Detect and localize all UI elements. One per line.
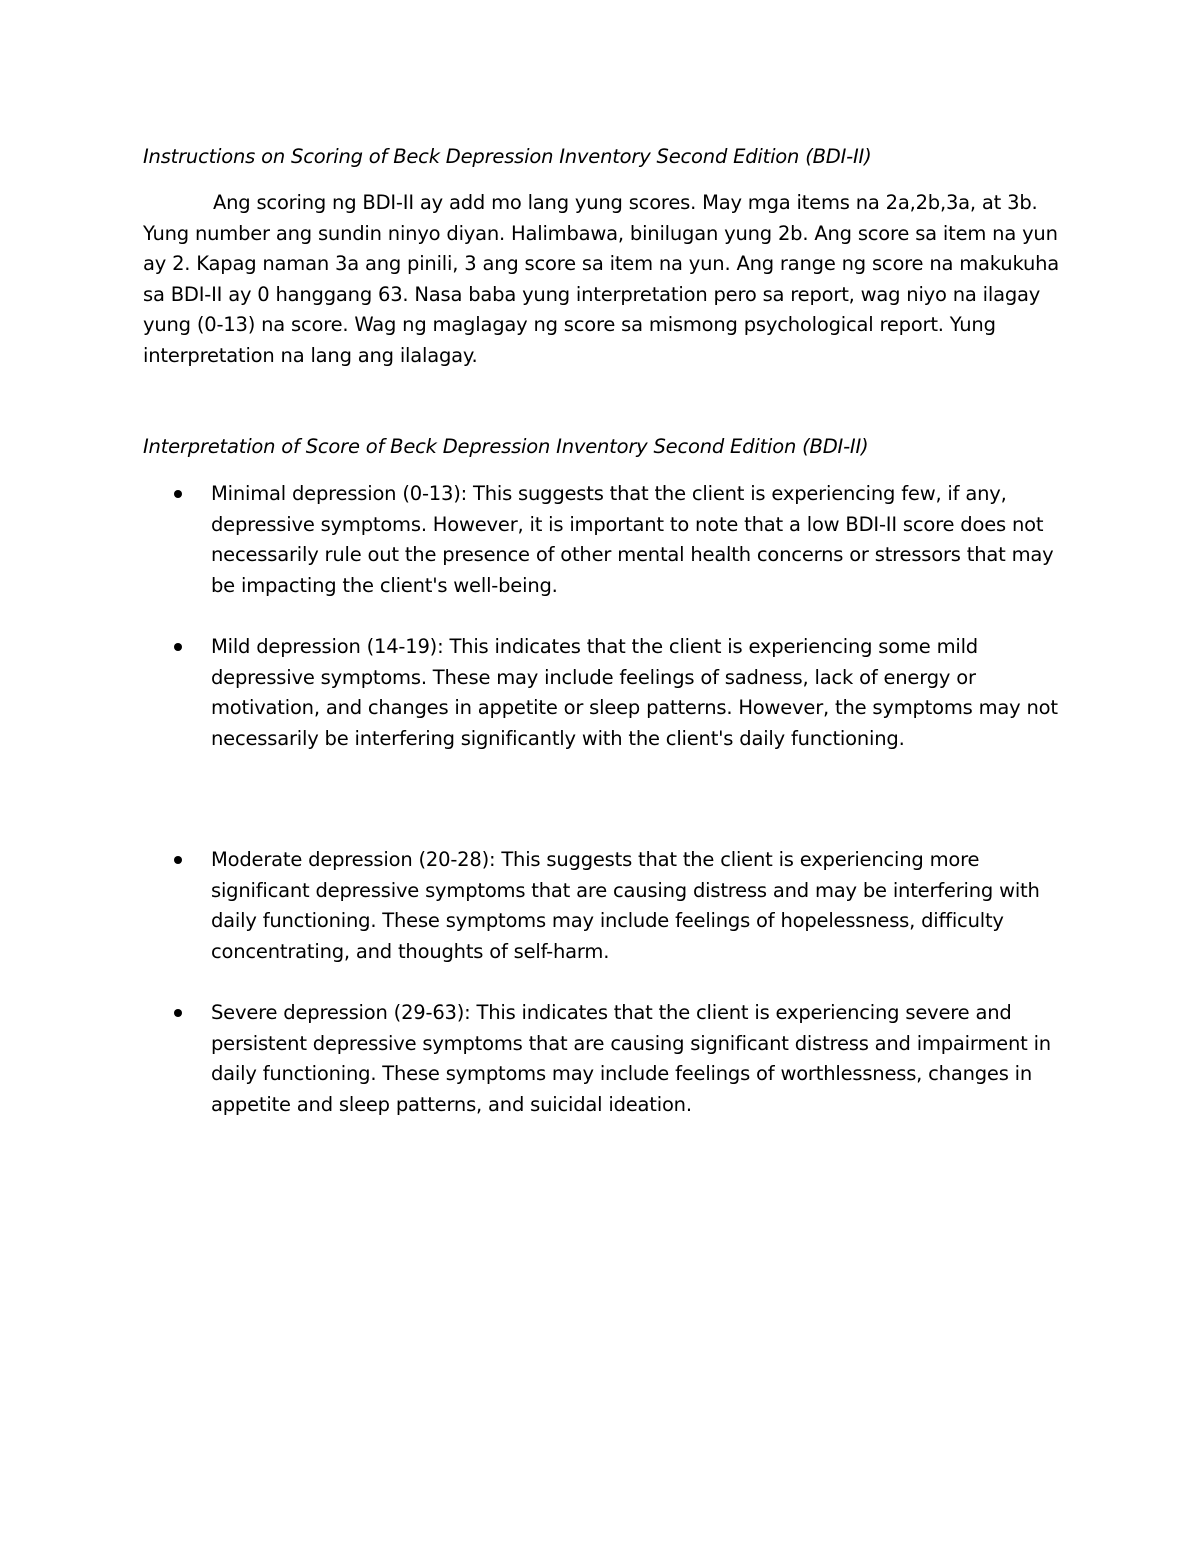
interpretation-mild-text: Mild depression (14-19): This indicates that the client is experiencing some mild depressive symptoms. These may include feelings of sadness, lack of energy or motivation, and changes in appetite or sleep patterns. However, the symptoms may not necessarily be interfering significantly with the client's daily functioning. [211, 635, 1058, 750]
interpretation-severe [211, 998, 1061, 1120]
interpretation-heading: Interpretation of Score of Beck Depression Inventory Second Edition (BDI-II) [143, 435, 869, 458]
bullet-icon [174, 1009, 182, 1017]
instructions-paragraph: Ang scoring ng BDI-II ay add mo lang yung scores. May mga items na 2a,2b,3a, at 3b. Yung number ang sundin ninyo diyan. Halimbawa, binilugan yung 2b. Ang score sa item na yun ay 2. Kapag naman 3a ang pinili, 3 ang score sa item na yun. Ang range ng score na makukuha sa BDI-II ay 0 hanggang 63. Nasa baba yung interpretation pero sa report, wag niyo na ilagay yung (0-13) na score. Wag ng maglagay ng score sa mismong psychological report. Yung interpretation na lang ang ilalagay. [143, 191, 1060, 367]
interpretation-moderate [211, 845, 1061, 967]
interpretation-mild [211, 632, 1061, 754]
bullet-icon [174, 643, 182, 651]
interpretation-severe-text: Severe depression (29-63): This indicates that the client is experiencing severe and persistent depressive symptoms that are causing significant distress and impairment in daily functioning. These symptoms may include feelings of worthlessness, changes in appetite and sleep patterns, and suicidal ideation. [211, 1001, 1051, 1116]
interpretation-minimal-text: Minimal depression (0-13): This suggests that the client is experiencing few, if any, depressive symptoms. However, it is important to note that a low BDI-II score does not necessarily rule out the presence of other mental health concerns or stressors that may be impacting the client's well-being. [211, 482, 1054, 597]
instructions-heading: Instructions on Scoring of Beck Depression Inventory Second Edition (BDI-II) [143, 145, 872, 168]
interpretation-minimal [211, 479, 1061, 601]
bullet-icon [174, 490, 182, 498]
bullet-icon [174, 856, 182, 864]
interpretation-moderate-text: Moderate depression (20-28): This suggests that the client is experiencing more significant depressive symptoms that are causing distress and may be interfering with daily functioning. These symptoms may include feelings of hopelessness, difficulty concentrating, and thoughts of self-harm. [211, 848, 1040, 963]
